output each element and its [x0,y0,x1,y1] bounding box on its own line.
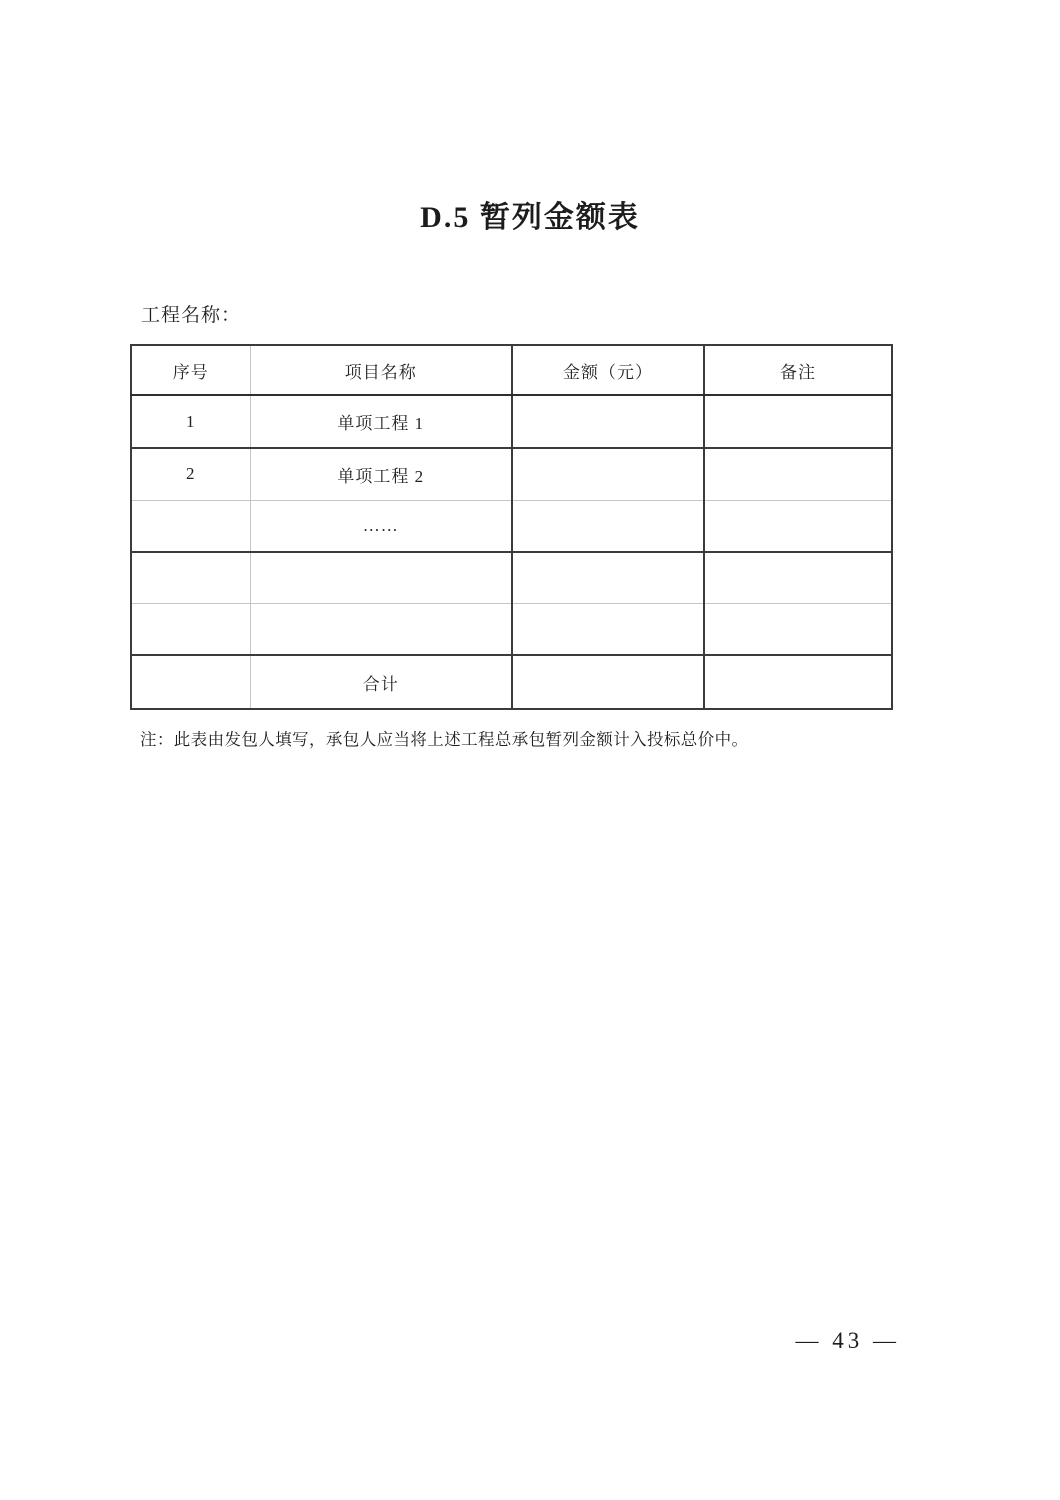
table-row [131,448,892,500]
cell-seq-no [131,500,250,552]
table-row-total [131,655,892,709]
table-header-row [131,345,892,395]
cell-item-name: 单项工程 1 [250,395,512,448]
cell-item-name [250,603,512,655]
cell-item-name [250,552,512,603]
provisional-sum-table [130,344,893,710]
cell-remarks [704,448,892,500]
cell-seq-no [131,603,250,655]
cell-amount [512,552,704,603]
col-header-amount-yuan: 金额（元） [512,345,704,395]
table-row [131,500,892,552]
table-row [131,603,892,655]
cell-seq-no [131,655,250,709]
cell-total-label: 合计 [250,655,512,709]
col-header-item-name: 项目名称 [250,345,512,395]
project-name-label: 工程名称： [141,305,242,326]
cell-amount [512,500,704,552]
table-footnote: 注：此表由发包人填写，承包人应当将上述工程总承包暂列金额计入投标总价中。 [140,730,749,749]
cell-remarks [704,603,892,655]
cell-seq-no [131,552,250,603]
cell-seq-no: 2 [131,448,250,500]
table-row [131,395,892,448]
cell-amount [512,603,704,655]
cell-item-name: 单项工程 2 [250,448,512,500]
cell-remarks [704,395,892,448]
cell-amount [512,655,704,709]
cell-remarks [704,655,892,709]
page-title: D.5 暂列金额表 [420,201,640,234]
cell-item-name: …… [250,500,512,552]
col-header-remarks: 备注 [704,345,892,395]
cell-amount [512,448,704,500]
table-row [131,552,892,603]
cell-amount [512,395,704,448]
cell-remarks [704,500,892,552]
cell-seq-no: 1 [131,395,250,448]
cell-remarks [704,552,892,603]
page-number: — 43 — [795,1328,900,1353]
col-header-seq-no: 序号 [131,345,250,395]
